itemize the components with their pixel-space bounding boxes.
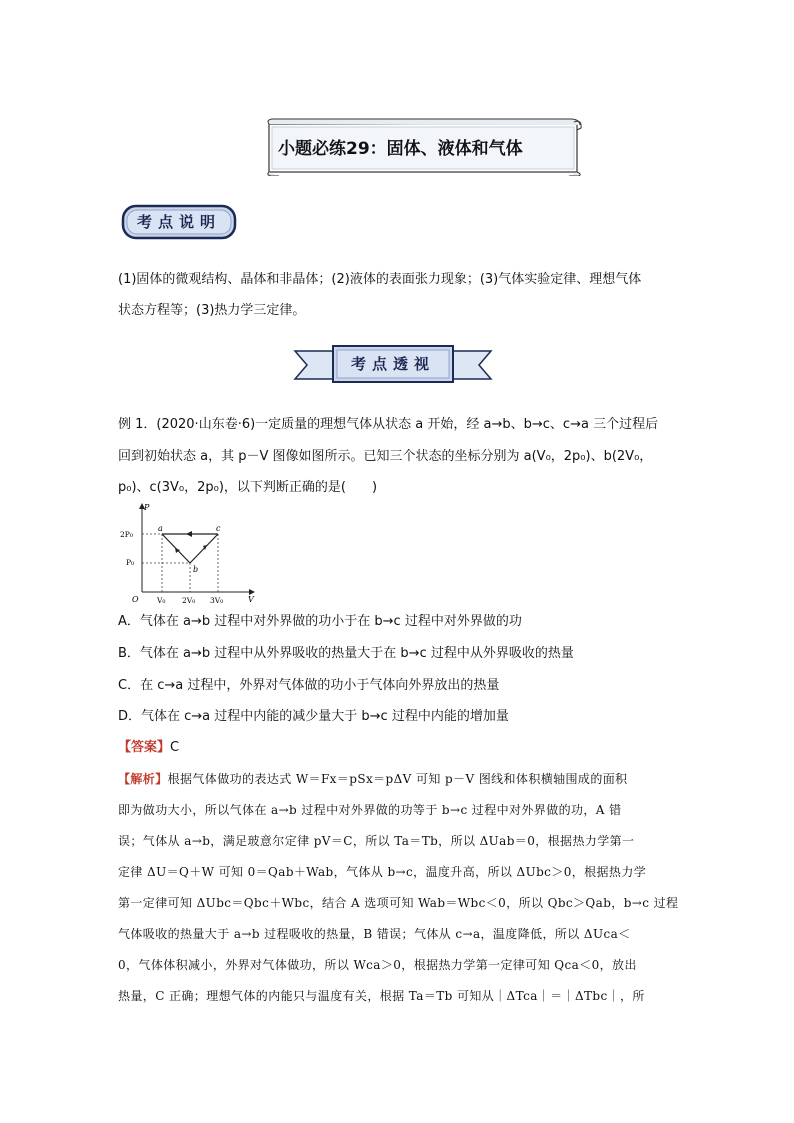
tick-2v0: 2V₀ <box>182 596 196 605</box>
analysis-line-3: 误；气体从 a→b，满足玻意尔定律 pV＝C，所以 Ta＝Tb，所以 ΔUab＝0，根据热力学第一 <box>118 834 635 848</box>
page-title: 小题必练29：固体、液体和气体 <box>278 139 523 159</box>
section-badge-label: 考点说明 <box>136 213 221 231</box>
answer-tag: 【答案】 <box>118 740 171 755</box>
analysis-line-8: 热量，C 正确；理想气体的内能只与温度有关，根据 Ta＝Tb 可知从｜ΔTca｜＝｜ΔTbc｜，所 <box>118 989 645 1003</box>
option-b: B．气体在 a→b 过程中从外界吸收的热量大于在 b→c 过程中从外界吸收的热量 <box>118 646 574 661</box>
axis-v-label: V <box>248 595 254 604</box>
origin-label: O <box>132 595 139 604</box>
overview-line-2: 状态方程等；(3)热力学三定律。 <box>118 303 306 318</box>
axis-p-label: P <box>144 503 150 512</box>
analysis-line-1 <box>118 770 628 788</box>
answer-value: C <box>170 740 180 755</box>
option-a: A．气体在 a→b 过程中对外界做的功小于在 b→c 过程中对外界做的功 <box>118 614 522 629</box>
overview-line-1: (1)固体的微观结构、晶体和非晶体；(2)液体的表面张力现象；(3)气体实验定律、理想气体 <box>118 272 642 287</box>
option-c: C．在 c→a 过程中，外界对气体做的功小于气体向外界放出的热量 <box>118 678 500 693</box>
analysis-line-7: 0，气体体积减小，外界对气体做功，所以 Wca＞0，根据热力学第一定律可知 Qca＜0，放出 <box>118 958 637 972</box>
section-ribbon-label: 考点透视 <box>350 355 435 373</box>
example-line-3: p₀)、c(3V₀，2p₀)，以下判断正确的是( ) <box>118 480 378 495</box>
example-line-1: 例 1．(2020·山东卷·6)一定质量的理想气体从状态 a 开始，经 a→b、b→c、c→a 三个过程后 <box>118 417 659 432</box>
tick-v0: V₀ <box>157 596 166 605</box>
example-line-2: 回到初始状态 a，其 p－V 图像如图所示。已知三个状态的坐标分别为 a(V₀，2p₀)、b(2V₀， <box>118 449 653 464</box>
analysis-text: 根据气体做功的表达式 W＝Fx＝pSx＝pΔV 可知 p－V 图线和体积横轴围成的面积 <box>167 772 628 786</box>
analysis-tag: 【解析】 <box>118 772 168 786</box>
analysis-line-6: 气体吸收的热量大于 a→b 过程吸收的热量，B 错误；气体从 c→a，温度降低，所以 ΔUca＜ <box>118 927 631 941</box>
tick-p0: P₀ <box>126 558 135 567</box>
point-c-label: c <box>216 524 221 533</box>
analysis-line-4: 定律 ΔU＝Q＋W 可知 0＝Qab＋Wab，气体从 b→c，温度升高，所以 ΔUbc＞0，根据热力学 <box>118 865 647 879</box>
analysis-line-5: 第一定律可知 ΔUbc＝Qbc＋Wbc，结合 A 选项可知 Wab＝Wbc＜0，所以 Qbc＞Qab，b→c 过程 <box>118 896 679 910</box>
option-d: D．气体在 c→a 过程中内能的减少量大于 b→c 过程中内能的增加量 <box>118 709 509 724</box>
answer-line <box>118 738 179 758</box>
pv-diagram <box>118 500 258 608</box>
analysis-line-2: 即为做功大小，所以气体在 a→b 过程中对外界做的功等于 b→c 过程中对外界做的功，A 错 <box>118 803 622 817</box>
point-a-label: a <box>158 524 163 533</box>
tick-2p0: 2P₀ <box>120 530 133 539</box>
point-b-label: b <box>193 565 199 574</box>
tick-3v0: 3V₀ <box>210 596 224 605</box>
